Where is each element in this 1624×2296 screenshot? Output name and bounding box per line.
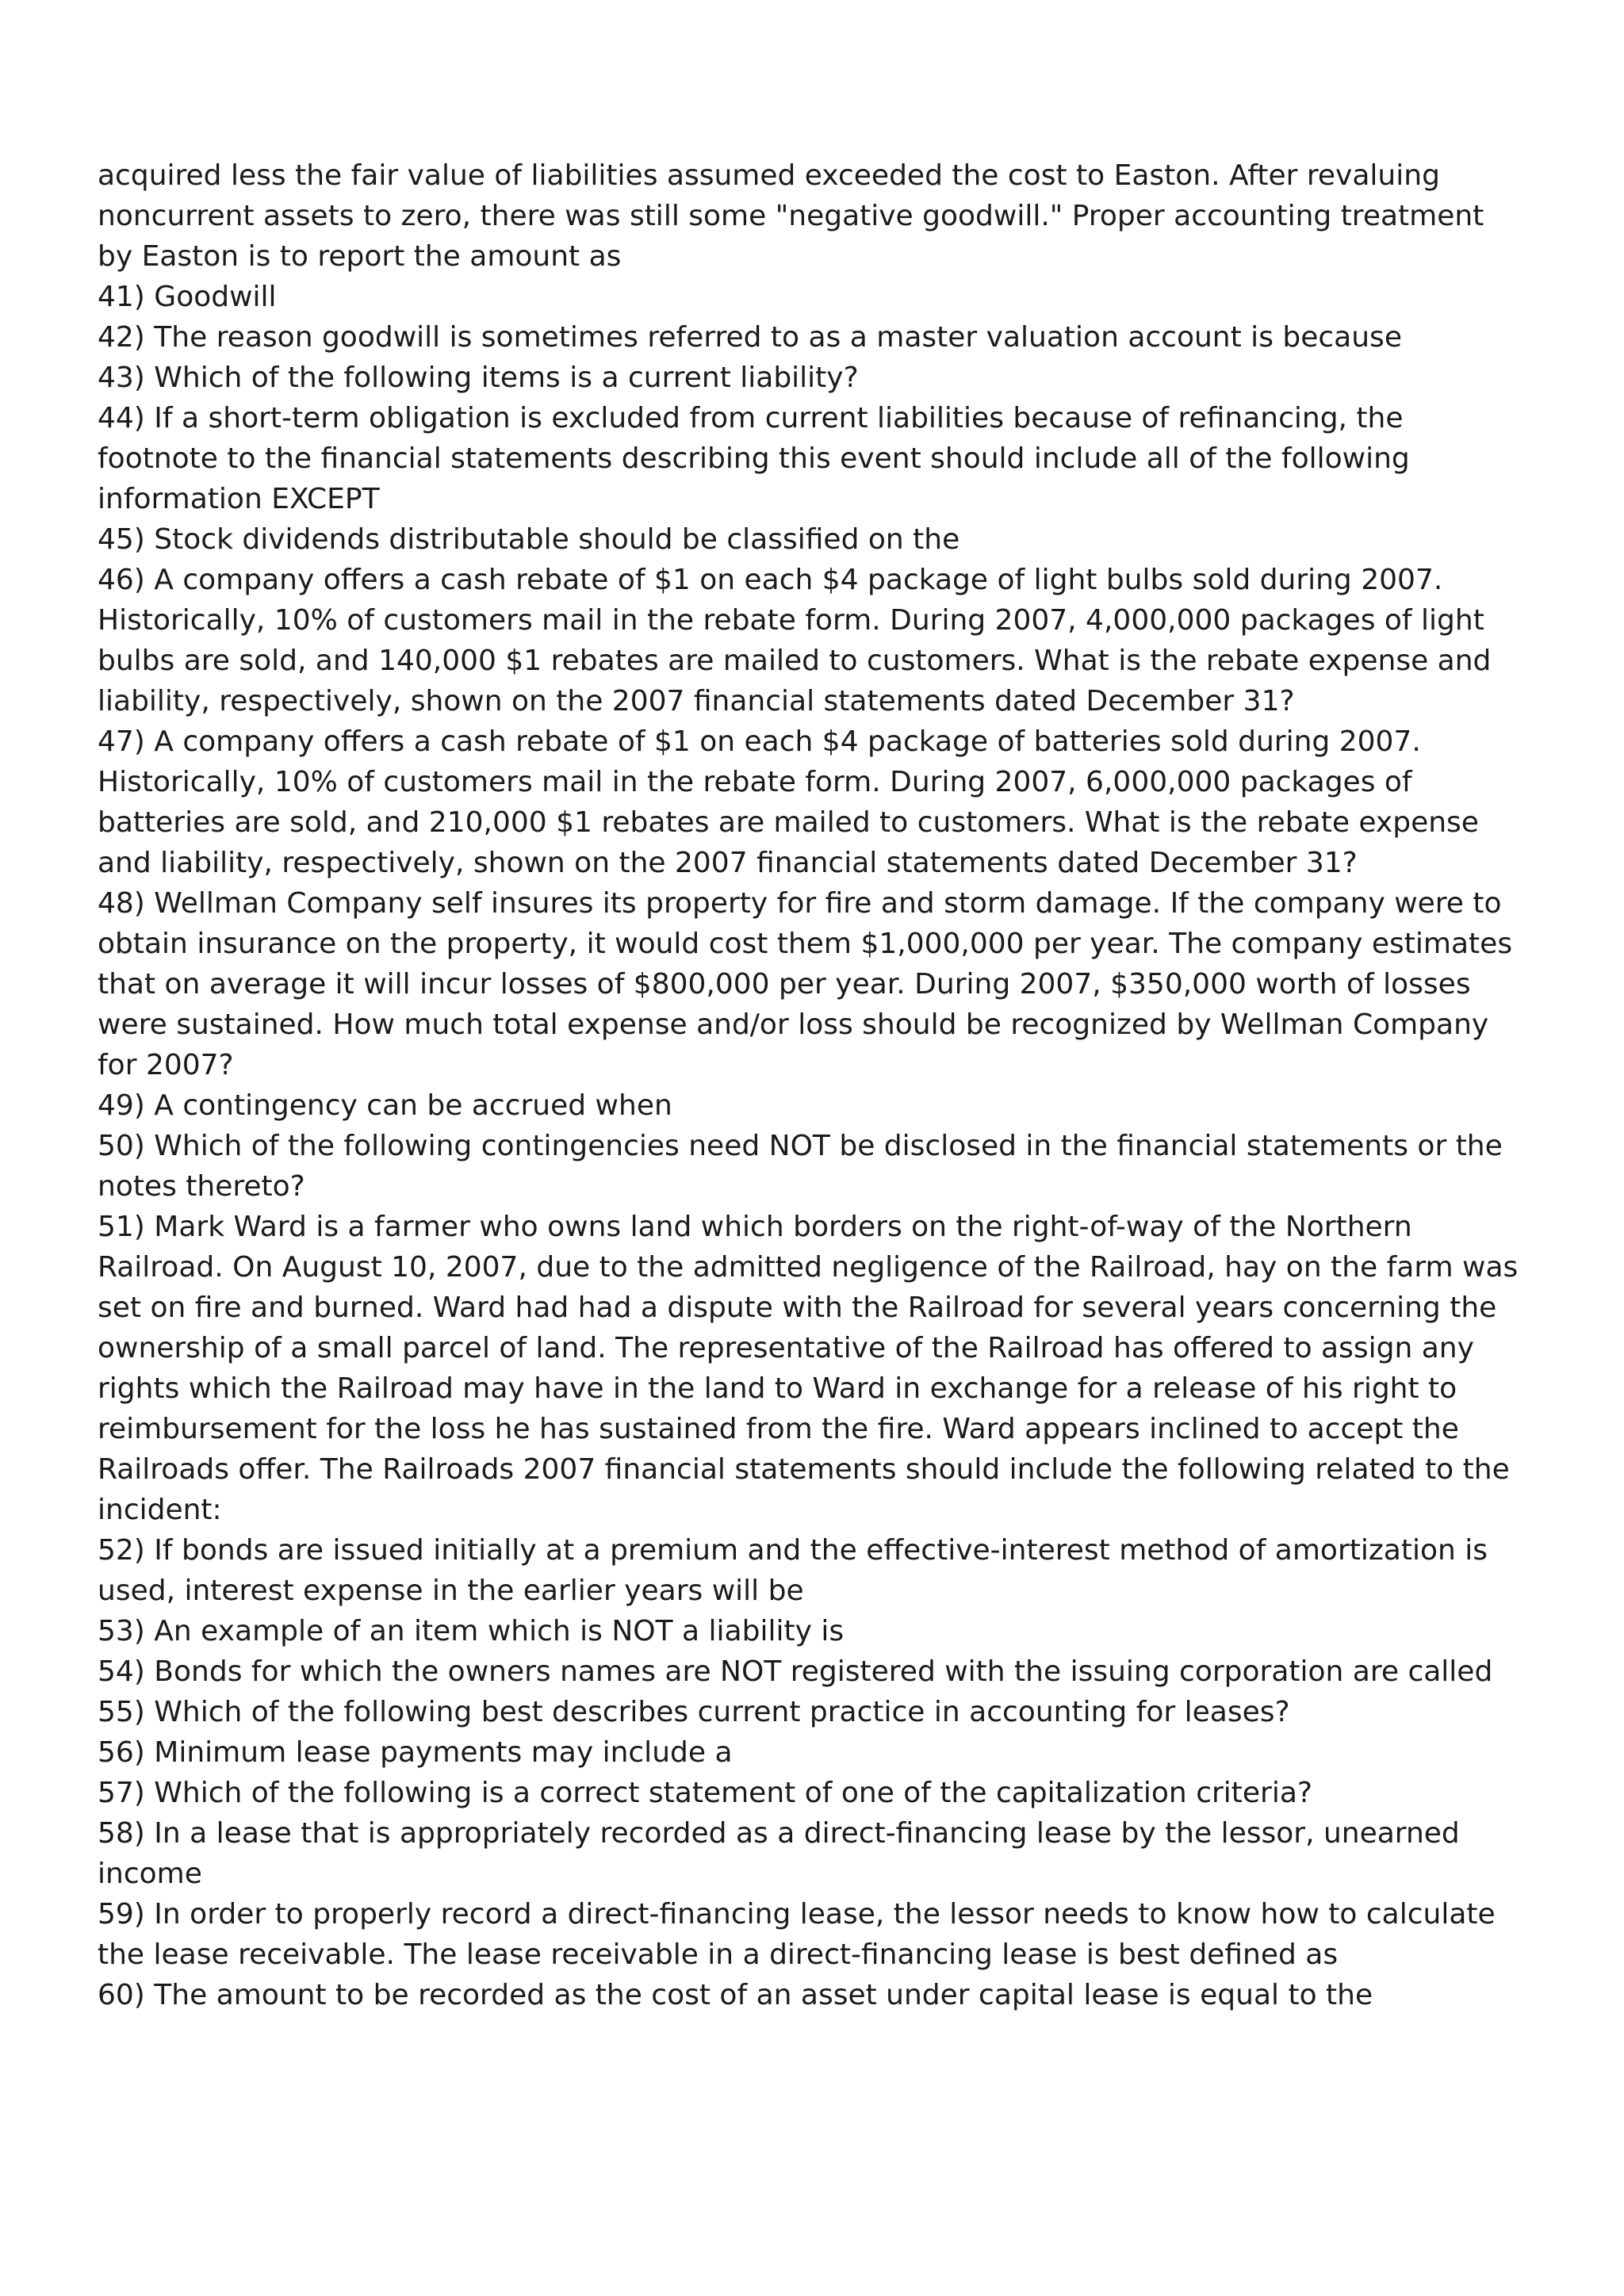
question-46: 46) A company offers a cash rebate of $1 on each $4 package of light bulbs sold during 2007. Historically, 10% of customers mail in the rebate form. During 2007, 4,000,000 packages of light bulbs are sold, and 140,000 $1 rebates are mailed to customers. What is the rebate expense and liability, respectively, shown on the 2007 financial statements dated December 31?	[98, 564, 1492, 718]
intro-paragraph: acquired less the fair value of liabilities assumed exceeded the cost to Easton. After revaluing noncurrent assets to zero, there was still some "negative goodwill." Proper accounting treatment by Easton is to report the amount as	[98, 159, 1484, 273]
question-48: 48) Wellman Company self insures its property for fire and storm damage. If the company were to obtain insurance on the property, it would cost them $1,000,000 per year. The company estimates that on average it will incur losses of $800,000 per year. During 2007, $350,000 worth of losses were sustained. How much total expense and/or loss should be recognized by Wellman Company for 2007?	[98, 887, 1513, 1081]
question-58: 58) In a lease that is appropriately recorded as a direct-financing lease by the lessor, unearned income	[98, 1817, 1460, 1890]
question-53: 53) An example of an item which is NOT a liability is	[98, 1615, 845, 1647]
question-51: 51) Mark Ward is a farmer who owns land which borders on the right-of-way of the Northern Railroad. On August 10, 2007, due to the admitted negligence of the Railroad, hay on the farm was set on fire and burned. Ward had had a dispute with the Railroad for several years concerning the ownership of a small parcel of land. The representative of the Railroad has offered to assign any rights which the Railroad may have in the land to Ward in exchange for a release of his right to reimbursement for the loss he has sustained from the fire. Ward appears inclined to accept the Railroads offer. The Railroads 2007 financial statements should include the following related to the incident:	[98, 1211, 1519, 1526]
question-55: 55) Which of the following best describes current practice in accounting for leases?	[98, 1696, 1290, 1728]
question-43: 43) Which of the following items is a current liability?	[98, 362, 859, 394]
question-59: 59) In order to properly record a direct-financing lease, the lessor needs to know how to calculate the lease receivable. The lease receivable in a direct-financing lease is best defined as	[98, 1898, 1496, 1971]
question-56: 56) Minimum lease payments may include a	[98, 1736, 733, 1769]
question-49: 49) A contingency can be accrued when	[98, 1089, 672, 1122]
question-50: 50) Which of the following contingencies need NOT be disclosed in the financial statements or the notes thereto?	[98, 1130, 1503, 1203]
question-41: 41) Goodwill	[98, 281, 277, 313]
question-52: 52) If bonds are issued initially at a premium and the effective-interest method of amortization is used, interest expense in the earlier years will be	[98, 1534, 1488, 1607]
question-45: 45) Stock dividends distributable should be classified on the	[98, 523, 960, 556]
question-44: 44) If a short-term obligation is excluded from current liabilities because of refinancing, the footnote to the financial statements describing this event should include all of the following information EXCEPT	[98, 402, 1410, 515]
question-60: 60) The amount to be recorded as the cost of an asset under capital lease is equal to the	[98, 1979, 1373, 2011]
document-body	[98, 155, 1525, 2015]
question-54: 54) Bonds for which the owners names are NOT registered with the issuing corporation are called	[98, 1655, 1493, 1688]
question-42: 42) The reason goodwill is sometimes referred to as a master valuation account is because	[98, 321, 1402, 354]
question-57: 57) Which of the following is a correct statement of one of the capitalization criteria?	[98, 1777, 1313, 1809]
question-47: 47) A company offers a cash rebate of $1 on each $4 package of batteries sold during 2007. Historically, 10% of customers mail in the rebate form. During 2007, 6,000,000 packages of batteries are sold, and 210,000 $1 rebates are mailed to customers. What is the rebate expense and liability, respectively, shown on the 2007 financial statements dated December 31?	[98, 725, 1479, 879]
